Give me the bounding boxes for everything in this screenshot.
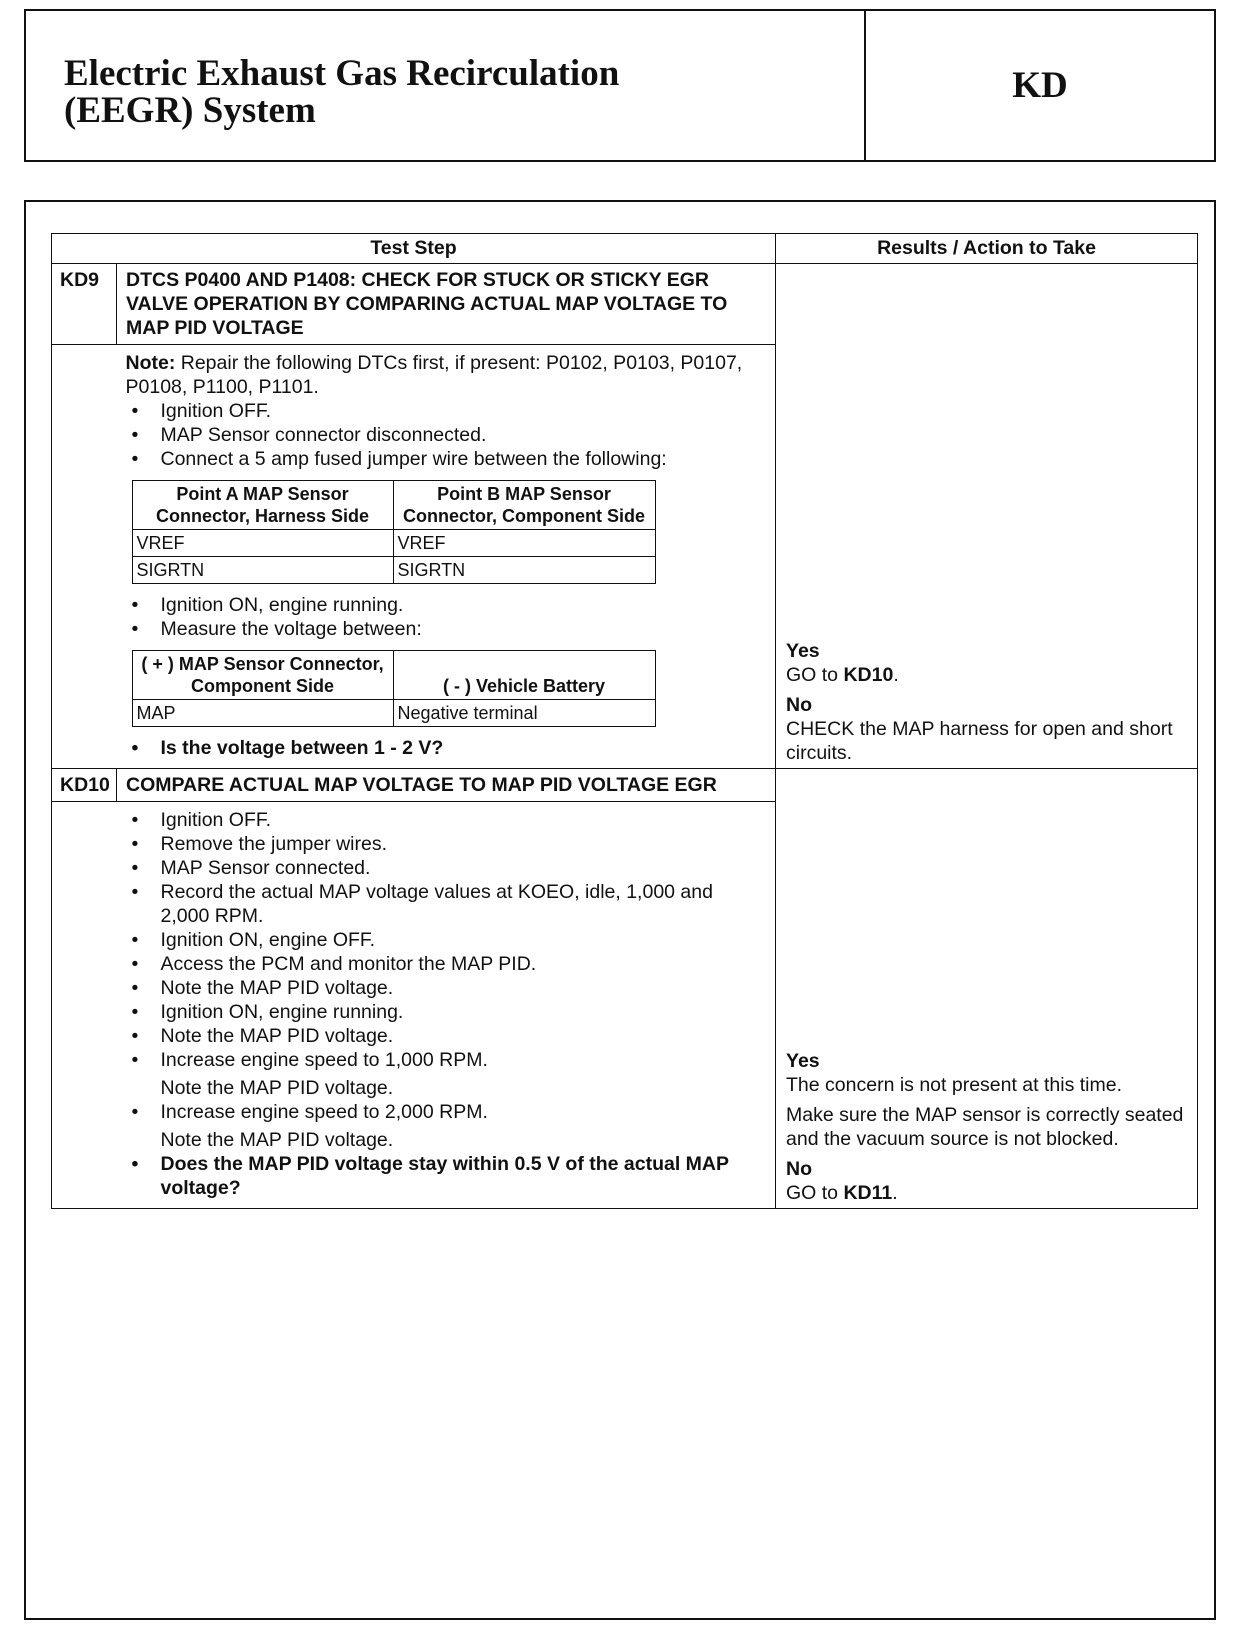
kd10-title-row xyxy=(52,769,1198,802)
kd9-step-body xyxy=(117,345,776,769)
kd10-note-2000: Note the MAP PID voltage. xyxy=(160,1129,394,1151)
list-item: • MAP Sensor connector disconnected. xyxy=(126,423,762,447)
kd9-results xyxy=(776,264,1198,769)
jumper-cell: SIGRTN xyxy=(393,557,655,584)
list-item: • Access the PCM and monitor the MAP PID. xyxy=(126,952,762,976)
kd10-bullet-2000-list xyxy=(126,1100,762,1124)
list-item: • MAP Sensor connected. xyxy=(126,856,762,880)
kd9-yes-label: Yes xyxy=(786,640,820,662)
jumper-header-b: Point B MAP Sensor Connector, Component Side xyxy=(393,481,655,530)
kd9-question: • Is the voltage between 1 - 2 V? xyxy=(126,736,762,760)
col-results: Results / Action to Take xyxy=(776,234,1198,264)
voltage-header-pos: ( + ) MAP Sensor Connector, Component Side xyxy=(132,651,393,700)
title-line-1: Electric Exhaust Gas Recirculation xyxy=(64,53,620,94)
kd9-yes-text: GO to xyxy=(786,664,844,686)
list-item: • Ignition ON, engine running. xyxy=(126,593,762,617)
kd10-yes-text-1: The concern is not present at this time. xyxy=(786,1074,1123,1096)
kd10-bullets xyxy=(126,808,762,1072)
kd10-yes-text-2: Make sure the MAP sensor is correctly seated and the vacuum source is not blocked. xyxy=(786,1104,1184,1150)
voltage-header-neg: ( - ) Vehicle Battery xyxy=(393,651,655,700)
kd10-step-id: KD10 xyxy=(52,769,117,802)
jumper-header-row xyxy=(132,481,655,530)
list-item: • Ignition ON, engine running. xyxy=(126,1000,762,1024)
section-code: KD xyxy=(1012,65,1068,106)
voltage-cell: MAP xyxy=(132,700,393,727)
kd9-no-label: No xyxy=(786,694,813,716)
table-row xyxy=(132,700,655,727)
kd9-question-list xyxy=(126,736,762,760)
list-item: • Ignition OFF. xyxy=(126,399,762,423)
kd10-step-body xyxy=(117,802,776,1209)
list-item: • Note the MAP PID voltage. xyxy=(126,1024,762,1048)
voltage-header-row xyxy=(132,651,655,700)
kd10-results xyxy=(776,769,1198,1209)
kd10-no-label: No xyxy=(786,1158,813,1180)
kd10-id-spacer xyxy=(52,802,117,1209)
col-test-step: Test Step xyxy=(52,234,776,264)
list-item: • Ignition ON, engine OFF. xyxy=(126,928,762,952)
kd10-no xyxy=(786,1157,1187,1205)
kd9-note-label: Note: xyxy=(125,352,176,374)
kd10-step-title: COMPARE ACTUAL MAP VOLTAGE TO MAP PID VOLTAGE EGR xyxy=(117,769,776,802)
kd10-no-text: GO to xyxy=(786,1182,844,1204)
test-procedure-table xyxy=(51,233,1198,1209)
kd9-bullets-2 xyxy=(126,593,762,641)
kd10-question: • Does the MAP PID voltage stay within 0.5 V of the actual MAP voltage? xyxy=(126,1152,762,1200)
kd10-note-1000: Note the MAP PID voltage. xyxy=(160,1077,394,1099)
page-title xyxy=(64,55,844,129)
kd9-step-id: KD9 xyxy=(52,264,117,345)
list-item: • Connect a 5 amp fused jumper wire between the following: xyxy=(126,447,762,471)
kd10-no-action: GO to KD11. xyxy=(786,1182,898,1204)
kd9-note-text: Repair the following DTCs first, if present: P0102, P0103, P0107, P0108, P1100, P1101. xyxy=(125,352,743,398)
list-item: • Record the actual MAP voltage values at KOEO, idle, 1,000 and 2,000 RPM. xyxy=(126,880,762,928)
kd9-no xyxy=(786,693,1187,765)
kd9-id-spacer xyxy=(52,345,117,769)
kd10-yes xyxy=(786,1049,1187,1151)
kd10-no-target: KD11 xyxy=(843,1182,893,1204)
voltage-table xyxy=(132,650,656,727)
kd9-title-row xyxy=(52,264,1198,345)
jumper-header-a: Point A MAP Sensor Connector, Harness Side xyxy=(132,481,393,530)
list-item: • Note the MAP PID voltage. xyxy=(126,976,762,1000)
page-header xyxy=(24,9,1216,162)
table-header-row xyxy=(52,234,1198,264)
jumper-cell: SIGRTN xyxy=(132,557,393,584)
jumper-table xyxy=(132,480,656,584)
kd9-no-text: CHECK the MAP harness for open and short circuits. xyxy=(786,718,1173,764)
kd9-note xyxy=(126,351,762,399)
list-item: • Ignition OFF. xyxy=(126,808,762,832)
voltage-cell: Negative terminal xyxy=(393,700,655,727)
table-row xyxy=(132,557,655,584)
jumper-cell: VREF xyxy=(393,530,655,557)
kd9-yes xyxy=(786,639,1187,687)
title-line-2: (EEGR) System xyxy=(64,90,316,131)
list-item: • Increase engine speed to 2,000 RPM. xyxy=(126,1100,762,1124)
list-item: • Increase engine speed to 1,000 RPM. xyxy=(126,1048,762,1072)
kd9-bullets-1 xyxy=(126,399,762,471)
kd10-yes-label: Yes xyxy=(786,1050,820,1072)
kd9-step-title: DTCS P0400 AND P1408: CHECK FOR STUCK OR STICKY EGR VALVE OPERATION BY COMPARING ACTUAL MAP VOLTAGE TO MAP PID VOLTAGE xyxy=(117,264,776,345)
kd10-question-list xyxy=(126,1152,762,1200)
table-row xyxy=(132,530,655,557)
list-item: • Measure the voltage between: xyxy=(126,617,762,641)
kd9-yes-action: GO to KD10. xyxy=(786,664,899,686)
kd9-yes-target: KD10 xyxy=(843,664,894,686)
list-item: • Remove the jumper wires. xyxy=(126,832,762,856)
jumper-cell: VREF xyxy=(132,530,393,557)
